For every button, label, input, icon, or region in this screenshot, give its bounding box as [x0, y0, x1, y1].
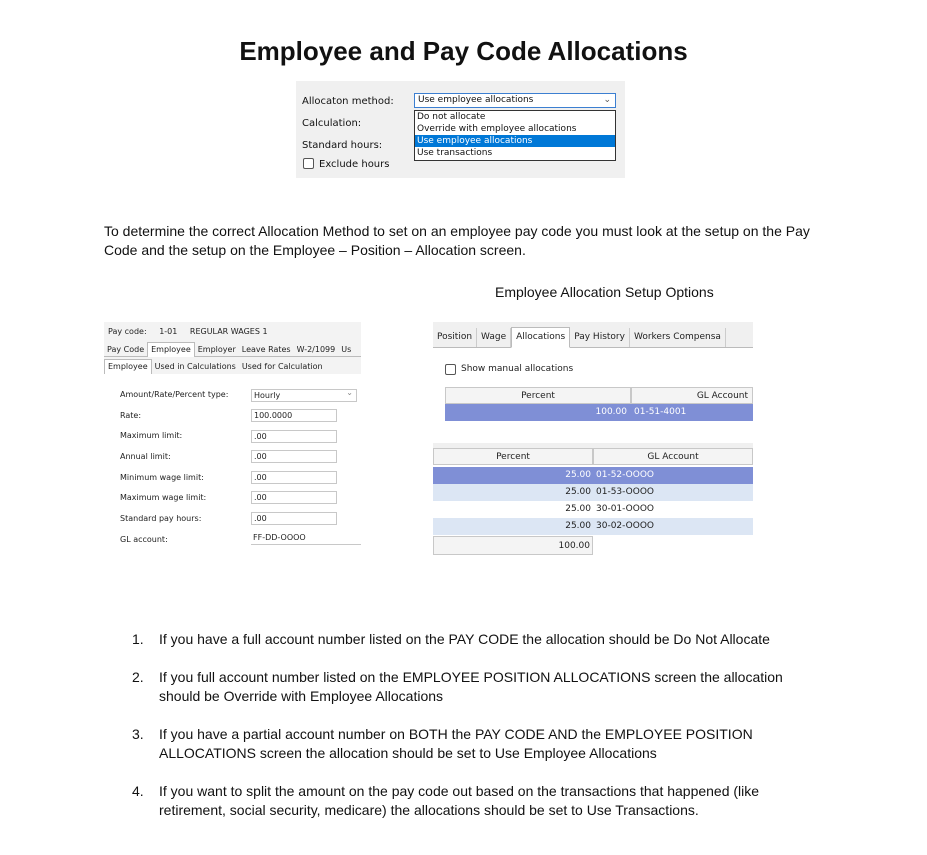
option-override-with-employee-allocations[interactable]: Override with employee allocations — [417, 124, 577, 134]
allocation-lines-grid — [433, 448, 753, 555]
list-item-text: If you have a partial account number on BOTH the PAY CODE AND the EMPLOYEE POSITION ALLOCATIONS screen the allocation should be set to Use Employee Allocations — [159, 726, 753, 761]
pay-code-value: 1-01 — [159, 327, 178, 336]
maximum-limit-input[interactable]: .00 — [251, 430, 337, 443]
row-percent: 25.00 — [565, 470, 591, 480]
tab-wage[interactable]: Wage — [477, 328, 511, 347]
list-item-number: 1. — [132, 631, 144, 647]
list-item — [104, 668, 824, 706]
setup-options-caption: Employee Allocation Setup Options — [495, 284, 714, 300]
allocation-method-value: Use employee allocations — [418, 95, 534, 105]
subtab-employee[interactable]: Employee — [104, 359, 152, 374]
field-label-rate: Rate: — [120, 411, 142, 420]
option-do-not-allocate[interactable]: Do not allocate — [417, 112, 486, 122]
field-label-maximum-wage-limit: Maximum wage limit: — [120, 493, 207, 502]
annual-limit-input[interactable]: .00 — [251, 450, 337, 463]
subtab-used-for-calculation[interactable]: Used for Calculation — [241, 362, 323, 371]
table-row[interactable] — [433, 484, 753, 501]
list-item-text: If you want to split the amount on the pay code out based on the transactions that happened (like retirement, social security, medicare) the allocations should be set to Use Transactions. — [159, 783, 760, 818]
column-header-gl-account[interactable]: GL Account — [631, 387, 753, 404]
percent-total: 100.00 — [433, 536, 593, 555]
rate-input[interactable]: 100.0000 — [251, 409, 337, 422]
tab-leave-rates[interactable]: Leave Rates — [241, 345, 291, 354]
show-manual-allocations-checkbox[interactable] — [445, 364, 456, 375]
row-gl-account: 01-52-OOOO — [596, 470, 654, 480]
row-percent: 25.00 — [565, 487, 591, 497]
manual-allocations-grid — [445, 387, 753, 427]
pay-code-form — [104, 374, 361, 553]
gl-account-input[interactable]: FF-DD-OOOO — [251, 532, 361, 545]
field-label-gl-account: GL account: — [120, 535, 168, 544]
tab-w2-1099[interactable]: W-2/1099 — [296, 345, 336, 354]
pay-code-tabs — [104, 342, 361, 357]
table-row[interactable] — [445, 404, 753, 421]
row-gl-account: 01-51-4001 — [634, 407, 687, 417]
field-label-amount-type: Amount/Rate/Percent type: — [120, 390, 229, 399]
tab-employee[interactable]: Employee — [147, 342, 195, 357]
field-label-annual-limit: Annual limit: — [120, 452, 171, 461]
page-title: Employee and Pay Code Allocations — [239, 36, 688, 66]
column-header-percent[interactable]: Percent — [445, 387, 631, 404]
tab-position[interactable]: Position — [433, 328, 477, 347]
list-item-number: 2. — [132, 669, 144, 685]
tab-pay-history[interactable]: Pay History — [570, 328, 630, 347]
list-item — [104, 725, 824, 763]
field-label-maximum-limit: Maximum limit: — [120, 431, 183, 440]
list-item-number: 3. — [132, 726, 144, 742]
show-manual-allocations-label: Show manual allocations — [461, 364, 574, 374]
tab-allocations[interactable]: Allocations — [511, 327, 570, 348]
list-item-text: If you have a full account number listed on the PAY CODE the allocation should be Do Not Allocate — [159, 631, 770, 647]
allocation-method-dropdown-list — [414, 110, 616, 161]
minimum-wage-limit-input[interactable]: .00 — [251, 471, 337, 484]
allocation-rules-list — [104, 630, 824, 839]
table-row[interactable] — [433, 467, 753, 484]
allocations-panel — [433, 348, 753, 443]
tab-us[interactable]: Us — [341, 345, 352, 354]
subtab-used-in-calculations[interactable]: Used in Calculations — [154, 362, 236, 371]
tab-employer[interactable]: Employer — [197, 345, 236, 354]
maximum-wage-limit-input[interactable]: .00 — [251, 491, 337, 504]
row-percent: 25.00 — [565, 504, 591, 514]
allocation-method-panel — [296, 81, 625, 178]
option-use-transactions[interactable]: Use transactions — [417, 148, 493, 158]
pay-code-screen — [104, 322, 361, 553]
row-gl-account: 30-02-OOOO — [596, 521, 654, 531]
pay-code-description: REGULAR WAGES 1 — [189, 327, 268, 336]
field-label-standard-pay-hours: Standard pay hours: — [120, 514, 202, 523]
calculation-label: Calculation: — [302, 118, 362, 129]
column-header-gl-account[interactable]: GL Account — [593, 448, 753, 465]
pay-code-header — [108, 327, 278, 336]
exclude-hours-checkbox[interactable] — [303, 158, 314, 169]
table-row[interactable] — [433, 501, 753, 518]
table-row[interactable] — [433, 518, 753, 535]
list-item-text: If you full account number listed on the EMPLOYEE POSITION ALLOCATIONS screen the allocation should be Override with Employee Allocations — [159, 669, 783, 704]
pay-code-label: Pay code: — [108, 327, 147, 336]
intro-paragraph: To determine the correct Allocation Method to set on an employee pay code you must look at the setup on the Pay Code and the setup on the Employee – Position – Allocation screen. — [104, 223, 810, 258]
amount-type-select[interactable]: Hourly ⌄ — [251, 389, 357, 402]
row-gl-account: 30-01-OOOO — [596, 504, 654, 514]
list-item — [104, 630, 824, 649]
tab-workers-compensation[interactable]: Workers Compensa — [630, 328, 726, 347]
employee-allocation-screen — [433, 322, 753, 555]
pay-code-subtabs — [104, 359, 361, 373]
row-gl-account: 01-53-OOOO — [596, 487, 654, 497]
allocation-method-label: Allocaton method: — [302, 96, 394, 107]
list-item — [104, 782, 824, 820]
standard-hours-label: Standard hours: — [302, 140, 383, 151]
field-label-minimum-wage-limit: Minimum wage limit: — [120, 473, 204, 482]
chevron-down-icon[interactable]: ⌄ — [603, 95, 611, 105]
column-header-percent[interactable]: Percent — [433, 448, 593, 465]
standard-pay-hours-input[interactable]: .00 — [251, 512, 337, 525]
option-use-employee-allocations[interactable]: Use employee allocations — [415, 135, 615, 147]
row-percent: 25.00 — [565, 521, 591, 531]
allocation-method-select[interactable] — [414, 93, 616, 108]
exclude-hours-label: Exclude hours — [319, 159, 390, 170]
tab-pay-code[interactable]: Pay Code — [107, 345, 145, 354]
employee-position-tabs — [433, 327, 753, 348]
row-percent: 100.00 — [595, 407, 627, 417]
list-item-number: 4. — [132, 783, 144, 799]
